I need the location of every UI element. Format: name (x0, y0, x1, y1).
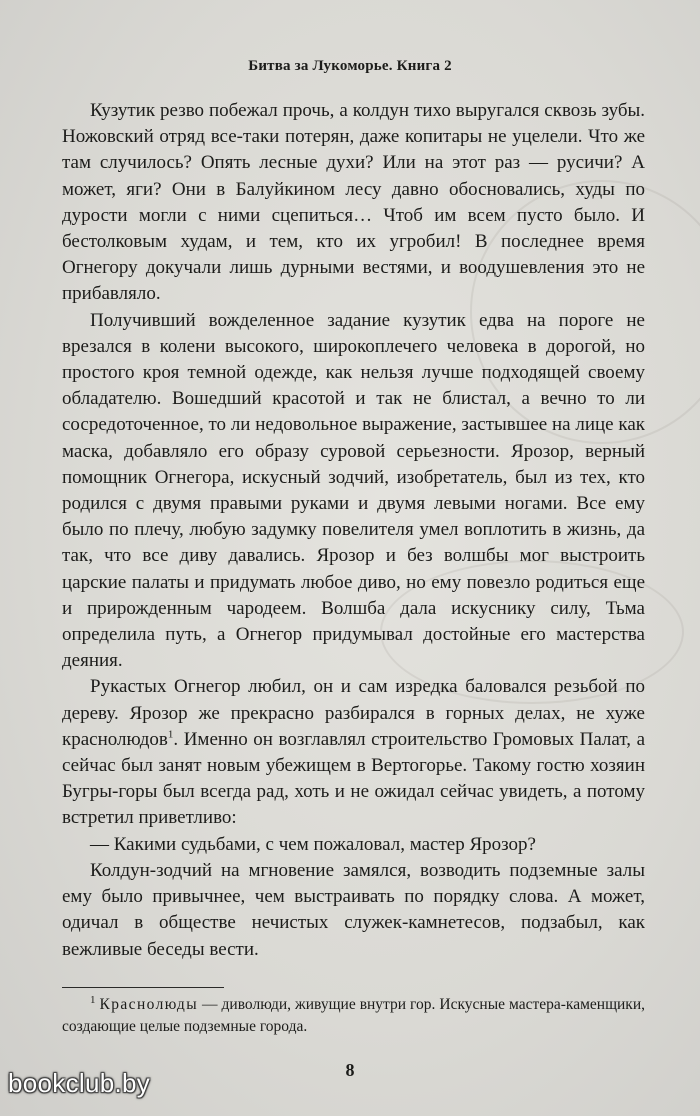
footnote-text: — диволюди, живущие внутри гор. Искусные мастера-каменщики, создающие целые подземные города. (62, 996, 645, 1035)
page-number: 8 (345, 1060, 355, 1080)
watermark: bookclub.by (8, 1068, 151, 1098)
main-text (62, 98, 645, 963)
text-run: . Именно он возглавлял строительство Громовых Палат, а сейчас был занят новым убежищем в Вертогорье. Такому гостю хозяин Бугры-горы был всегда рад, хоть и не ожидал сейчас увидеть, а потому встретил приветливо: (62, 728, 645, 829)
footnote (62, 994, 645, 1038)
footnote-mark: 1 (90, 993, 96, 1006)
paragraph (62, 674, 645, 831)
footnote-term: Краснолюды (99, 996, 199, 1013)
paragraph: Колдун-зодчий на мгновение замялся, возводить подземные залы ему было привычнее, чем выстраивать по порядку слова. А может, одичал в обществе нечистых служек-камнетесов, подзабыл, как вежливые беседы вести. (62, 859, 645, 960)
footnote-reference: 1 (167, 728, 174, 741)
dialogue-line: — Какими судьбами, с чем пожаловал, мастер Ярозор? (90, 833, 536, 855)
running-title: Битва за Лукоморье. Книга 2 (248, 58, 452, 74)
paragraph: Получивший вожделенное задание кузутик едва на пороге не врезался в колени высокого, широкоплечего человека в дорогой, но простого кроя темной одежде, как нельзя лучше подходящей своему обладателю. Вошедший красотой и так не блистал, а вечно то ли сосредоточенное, то ли недовольное выражение, застывшее на лице как маска, добавляло его образу суровой серьезности. Ярозор, верный помощник Огнегора, искусный зодчий, изобретатель, был из тех, кто родился с двумя правыми руками и двумя левыми ногами. Все ему было по плечу, любую задумку повелителя умел воплотить в жизнь, да так, что все диву давались. Ярозор и без волшбы мог выстроить царские палаты и придумать любое диво, но ему повезло родиться еще и прирожденным чародеем. Волшба дала искуснику силу, Тьма определила путь, а Огнегор придумывал достойные его мастерства деяния. (62, 309, 645, 672)
text-run: Рукастых Огнегор любил, он и сам изредка баловался резьбой по дереву. Ярозор же прекрасно разбирался в горных делах, не хуже краснолюдов (62, 676, 645, 750)
paragraph: Кузутик резво побежал прочь, а колдун тихо выругался сквозь зубы. Ножовский отряд все-таки потерян, даже копитары не уцелели. Что же там случилось? Опять лесные духи? Или на этот раз — русичи? А может, яги? Они в Балуйкином лесу давно обосновались, худы по дурости могли с ними сцепиться… Чтоб им всем пусто было. И бестолковым худам, и тем, кто их угробил! В последнее время Огнегору докучали лишь дурными вестями, и воодушевления это не прибавляло. (62, 100, 645, 305)
footnote-divider (62, 987, 224, 988)
